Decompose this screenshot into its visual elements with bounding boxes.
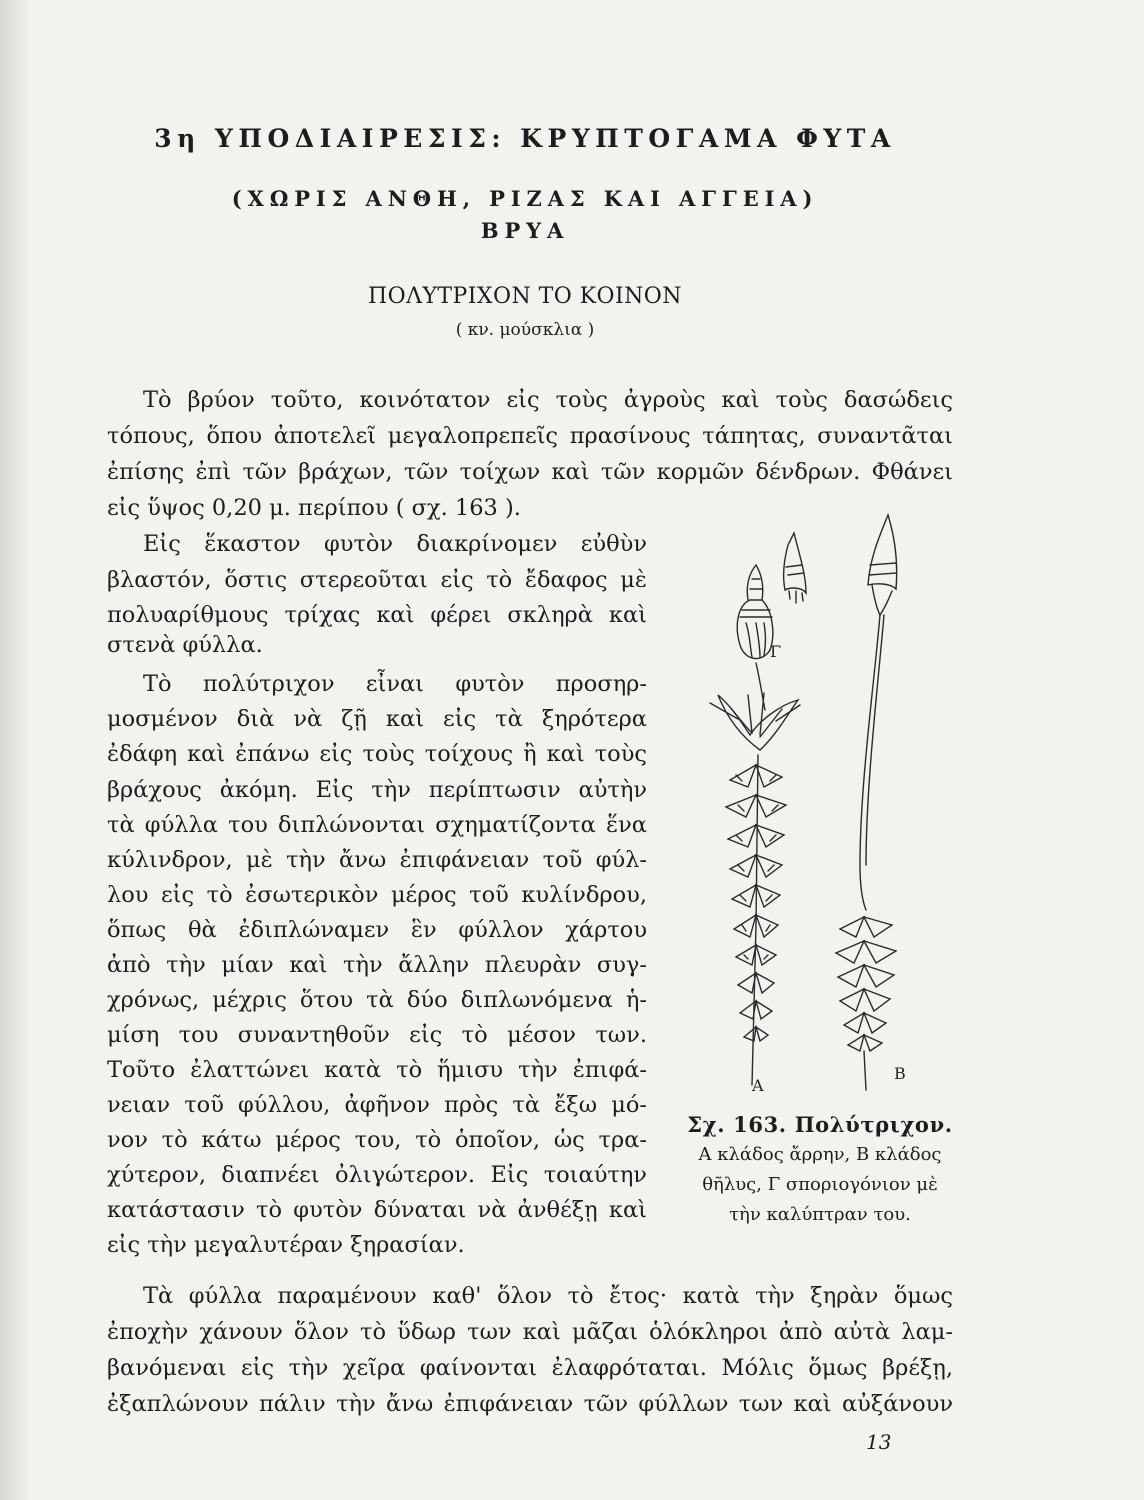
text-line: στενὰ φύλλα. xyxy=(107,632,263,658)
text-line: βλαστόν, ὅστις στερεοῦται εἰς τὸ ἔδαφος μὲ xyxy=(107,567,647,593)
text-line: Τὸ πολύτριχον εἶναι φυτὸν προσηρ- xyxy=(143,671,647,697)
text-line: μίση του συναντηθοῦν εἰς τὸ μέσον των. xyxy=(107,1022,647,1048)
text-line: ἐξαπλώνουν πάλιν τὴν ἄνω ἐπιφάνειαν τῶν φύλλων των καὶ αὐξάνουν xyxy=(107,1391,953,1417)
text-line: νον τὸ κάτω μέρος του, τὸ ὁποῖον, ὡς τρα- xyxy=(107,1127,647,1153)
text-line: μοσμένον διὰ νὰ ζῇ καὶ εἰς τὰ ξηρότερα xyxy=(107,706,647,732)
text-line: ἐπίσης ἐπὶ τῶν βράχων, τῶν τοίχων καὶ τῶν κορμῶν δένδρων. Φθάνει xyxy=(107,459,953,485)
female-branch xyxy=(836,515,897,1090)
text-line: κύλινδρον, μὲ τὴν ἄνω ἐπιφάνειαν τοῦ φύλ- xyxy=(107,847,647,873)
species-common-name: ( κν. μούσκλια ) xyxy=(455,320,595,340)
figure-caption-title: Σχ. 163. Πολύτριχον. xyxy=(687,1112,953,1137)
label-b: Β xyxy=(894,1064,906,1083)
male-branch xyxy=(710,693,800,1085)
label-g: Γ xyxy=(770,642,782,661)
subdivision-subtitle: (ΧΩΡΙΣ ΑΝΘΗ, ΡΙΖΑΣ ΚΑΙ ΑΓΓΕΙΑ) xyxy=(231,186,819,211)
text-line: εἰς τὴν μεγαλυτέραν ξηρασίαν. xyxy=(107,1232,465,1258)
text-line: τὰ φύλλα του διπλώνονται σχηματίζοντα ἕνα xyxy=(107,812,647,838)
calyptra xyxy=(784,533,806,603)
text-line: ἐδάφη καὶ ἐπάνω εἰς τοὺς τοίχους ἢ καὶ τοὺς xyxy=(107,741,647,767)
figure-caption-line: Α κλάδος ἄρρην, Β κλάδος xyxy=(698,1144,942,1165)
text-line: πολυαρίθμους τρίχας καὶ φέρει σκληρὰ καὶ xyxy=(107,602,647,628)
text-line: Τὸ βρύον τοῦτο, κοινότατον εἰς τοὺς ἀγροὺς καὶ τοὺς δασώδεις xyxy=(143,387,953,413)
text-line: βράχους ἀκόμη. Εἰς τὴν περίπτωσιν αὐτὴν xyxy=(107,777,647,803)
text-line: Τὰ φύλλα παραμένουν καθ' ὅλον τὸ ἔτος· κατὰ τὴν ξηρὰν ὅμως xyxy=(143,1283,953,1309)
subdivision-heading: 3η ΥΠΟΔΙΑΙΡΕΣΙΣ: ΚΡΥΠΤΟΓΑΜΑ ΦΥΤΑ xyxy=(154,124,896,153)
text-line: Τοῦτο ἐλαττώνει κατὰ τὸ ἥμισυ τὴν ἐπιφά- xyxy=(107,1057,647,1083)
text-line: χύτερον, διαπνέει ὀλιγώτερον. Εἰς τοιαύτην xyxy=(107,1162,647,1188)
text-line: κατάστασιν τὸ φυτὸν δύναται νὰ ἀνθέξῃ καὶ xyxy=(107,1197,647,1223)
polytrichum-illustration xyxy=(690,505,960,1105)
text-line: εἰς ὕψος 0,20 μ. περίπου ( σχ. 163 ). xyxy=(107,495,521,521)
figure-caption-line: τὴν καλύπτραν του. xyxy=(729,1204,911,1225)
page-number: 13 xyxy=(866,1430,892,1454)
text-line: νειαν τοῦ φύλλου, ἀφῆνον πρὸς τὰ ἔξω μό- xyxy=(107,1092,647,1118)
text-line: Εἰς ἕκαστον φυτὸν διακρίνομεν εὐθὺν xyxy=(143,531,647,557)
species-title: ΠΟΛΥΤΡΙΧΟΝ ΤΟ ΚΟΙΝΟΝ xyxy=(368,284,682,309)
text-line: τόπους, ὅπου ἀποτελεῖ μεγαλοπρεπεῖς πρασίνους τάπητας, συναντᾶται xyxy=(107,423,953,449)
group-heading: ΒΡΥΑ xyxy=(480,218,570,243)
text-line: βανόμεναι εἰς τὴν χεῖρα φαίνονται ἐλαφρόταται. Μόλις ὅμως βρέξῃ, xyxy=(107,1355,953,1381)
text-line: ἐποχὴν χάνουν ὅλον τὸ ὕδωρ των καὶ μᾶζαι ὁλόκληροι ἀπὸ αὐτὰ λαμ- xyxy=(107,1319,953,1345)
moss-drawing xyxy=(690,505,960,1105)
sporogonium-capsule xyxy=(737,565,773,710)
text-line: λου εἰς τὸ ἐσωτερικὸν μέρος τοῦ κυλίνδρου, xyxy=(107,882,647,908)
figure-caption-line: θῆλυς, Γ σποριογόνιον μὲ xyxy=(702,1174,938,1195)
text-line: ὅπως θὰ ἐδιπλώναμεν ἓν φύλλον χάρτου xyxy=(107,917,647,943)
label-a: Α xyxy=(752,1076,764,1095)
page-gutter-shadow xyxy=(0,0,28,1500)
text-line: χρόνως, μέχρις ὅτου τὰ δύο διπλωνόμενα ἡ- xyxy=(107,987,647,1013)
text-line: ἀπὸ τὴν μίαν καὶ τὴν ἄλλην πλευρὰν συγ- xyxy=(107,952,647,978)
